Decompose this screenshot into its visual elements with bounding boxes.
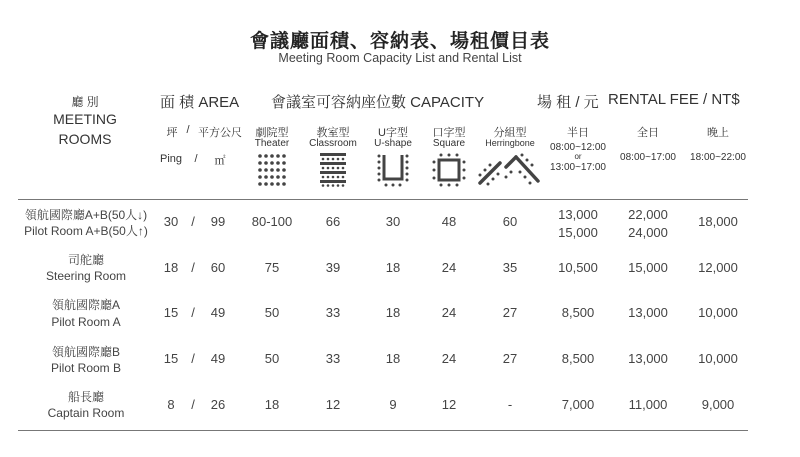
fee-full-day-1: 22,000 <box>628 207 668 222</box>
header-full-day: 全日 <box>637 127 659 139</box>
header-ushape-en: U-shape <box>374 138 412 149</box>
header-half-or: or <box>574 152 582 161</box>
fee-full-day: 15,000 <box>628 260 668 275</box>
capacity-theater: 80-100 <box>251 214 293 229</box>
area-ping: 18 <box>163 260 179 275</box>
area-sep: / <box>191 305 195 320</box>
header-theater-zh: 劇院型 <box>255 127 289 139</box>
capacity-classroom: 39 <box>325 260 341 275</box>
header-sqm-unit: ㎡ <box>214 155 226 167</box>
header-square-zh: 口字型 <box>432 127 466 139</box>
header-herring-en: Herringbone <box>485 138 535 148</box>
room-name-zh: 司舵廳 <box>67 253 105 267</box>
capacity-ushape: 9 <box>389 397 397 412</box>
classroom-icon <box>318 153 348 187</box>
room-name-zh: 領航國際廳A+B(50人↓) <box>24 208 148 222</box>
header-rental-zh: 場 租 / 元 <box>537 94 599 111</box>
room-name-zh: 領航國際廳A <box>51 298 121 312</box>
capacity-square: 24 <box>441 305 457 320</box>
header-area: 面 積 AREA <box>160 94 240 111</box>
header-theater-en: Theater <box>254 138 290 149</box>
area-sep: / <box>191 214 195 229</box>
room-name-en: Steering Room <box>45 269 127 283</box>
fee-full-day-2: 24,000 <box>628 225 668 240</box>
herringbone-icon <box>476 153 540 187</box>
header-rental-en: RENTAL FEE / NT$ <box>608 91 740 108</box>
capacity-classroom: 33 <box>325 305 341 320</box>
header-ping-en: Ping <box>159 153 183 165</box>
area-ping: 15 <box>163 305 179 320</box>
header-half-time-1: 08:00~12:00 <box>550 142 606 153</box>
header-evening: 晚上 <box>707 127 729 139</box>
fee-evening: 12,000 <box>698 260 738 275</box>
room-name-zh: 船長廳 <box>67 390 105 404</box>
area-ping: 8 <box>167 397 175 412</box>
fee-evening: 18,000 <box>698 214 738 229</box>
room-name-en: Captain Room <box>47 406 125 420</box>
square-icon <box>432 153 466 187</box>
header-sqm-zh: 平方公尺 <box>198 127 242 139</box>
fee-full-day: 13,000 <box>628 305 668 320</box>
room-name-en: Pilot Room B <box>50 361 122 375</box>
capacity-herringbone: 35 <box>502 260 518 275</box>
capacity-herringbone: 27 <box>502 305 518 320</box>
fee-half-day-2: 15,000 <box>558 225 598 240</box>
capacity-classroom: 12 <box>325 397 341 412</box>
header-room-en-1: MEETING <box>53 111 117 127</box>
capacity-herringbone: 60 <box>502 214 518 229</box>
theater-icon <box>257 153 287 187</box>
fee-evening: 9,000 <box>701 397 735 412</box>
fee-half-day-1: 13,000 <box>558 207 598 222</box>
table-bottom-border <box>18 430 748 431</box>
capacity-square: 24 <box>441 260 457 275</box>
area-sqm: 99 <box>210 214 226 229</box>
u-shape-icon <box>376 153 410 187</box>
header-capacity: 會議室可容納座位數 CAPACITY <box>271 94 485 111</box>
area-sqm: 60 <box>210 260 226 275</box>
capacity-ushape: 18 <box>385 260 401 275</box>
header-room-en-2: ROOMS <box>58 131 112 147</box>
area-sep: / <box>191 397 195 412</box>
fee-evening: 10,000 <box>698 305 738 320</box>
capacity-herringbone: - <box>507 397 513 412</box>
header-full-time: 08:00~17:00 <box>620 152 676 163</box>
header-ushape-zh: U字型 <box>378 127 408 139</box>
fee-half-day: 8,500 <box>561 305 595 320</box>
fee-half-day: 10,500 <box>558 260 598 275</box>
room-name-en: Pilot Room A+B(50人↑) <box>24 224 148 238</box>
capacity-classroom: 66 <box>325 214 341 229</box>
area-sqm: 49 <box>210 351 226 366</box>
capacity-square: 12 <box>441 397 457 412</box>
capacity-ushape: 18 <box>385 351 401 366</box>
area-sep: / <box>191 351 195 366</box>
fee-half-day: 8,500 <box>561 351 595 366</box>
capacity-classroom: 33 <box>325 351 341 366</box>
header-square-en: Square <box>432 138 466 149</box>
header-divider <box>18 199 748 200</box>
capacity-theater: 50 <box>264 351 280 366</box>
capacity-ushape: 18 <box>385 305 401 320</box>
header-ping-zh: 坪 <box>166 127 178 139</box>
capacity-theater: 50 <box>264 305 280 320</box>
area-sep: / <box>191 260 195 275</box>
header-sep-2: / <box>194 153 198 165</box>
header-evening-time: 18:00~22:00 <box>690 152 746 163</box>
capacity-theater: 75 <box>264 260 280 275</box>
header-sep: / <box>186 124 190 136</box>
fee-full-day: 13,000 <box>628 351 668 366</box>
capacity-herringbone: 27 <box>502 351 518 366</box>
page-title: 會議廳面積、容納表、場租價目表 <box>249 31 551 52</box>
header-herring-zh: 分組型 <box>493 127 527 139</box>
fee-half-day: 7,000 <box>561 397 595 412</box>
fee-full-day: 11,000 <box>628 397 668 412</box>
capacity-theater: 18 <box>264 397 280 412</box>
fee-evening: 10,000 <box>698 351 738 366</box>
capacity-square: 24 <box>441 351 457 366</box>
area-ping: 30 <box>163 214 179 229</box>
header-classroom-en: Classroom <box>309 138 357 149</box>
capacity-square: 48 <box>441 214 457 229</box>
area-ping: 15 <box>163 351 179 366</box>
area-sqm: 49 <box>210 305 226 320</box>
room-name-zh: 領航國際廳B <box>51 345 121 359</box>
area-sqm: 26 <box>210 397 226 412</box>
header-classroom-zh: 教室型 <box>316 127 350 139</box>
header-room-zh: 廳 別 <box>71 95 99 109</box>
header-half-time-2: 13:00~17:00 <box>550 162 606 173</box>
capacity-ushape: 30 <box>385 214 401 229</box>
room-name-en: Pilot Room A <box>51 315 121 329</box>
page-subtitle: Meeting Room Capacity List and Rental List <box>278 51 522 65</box>
header-half-day: 半日 <box>567 127 589 139</box>
